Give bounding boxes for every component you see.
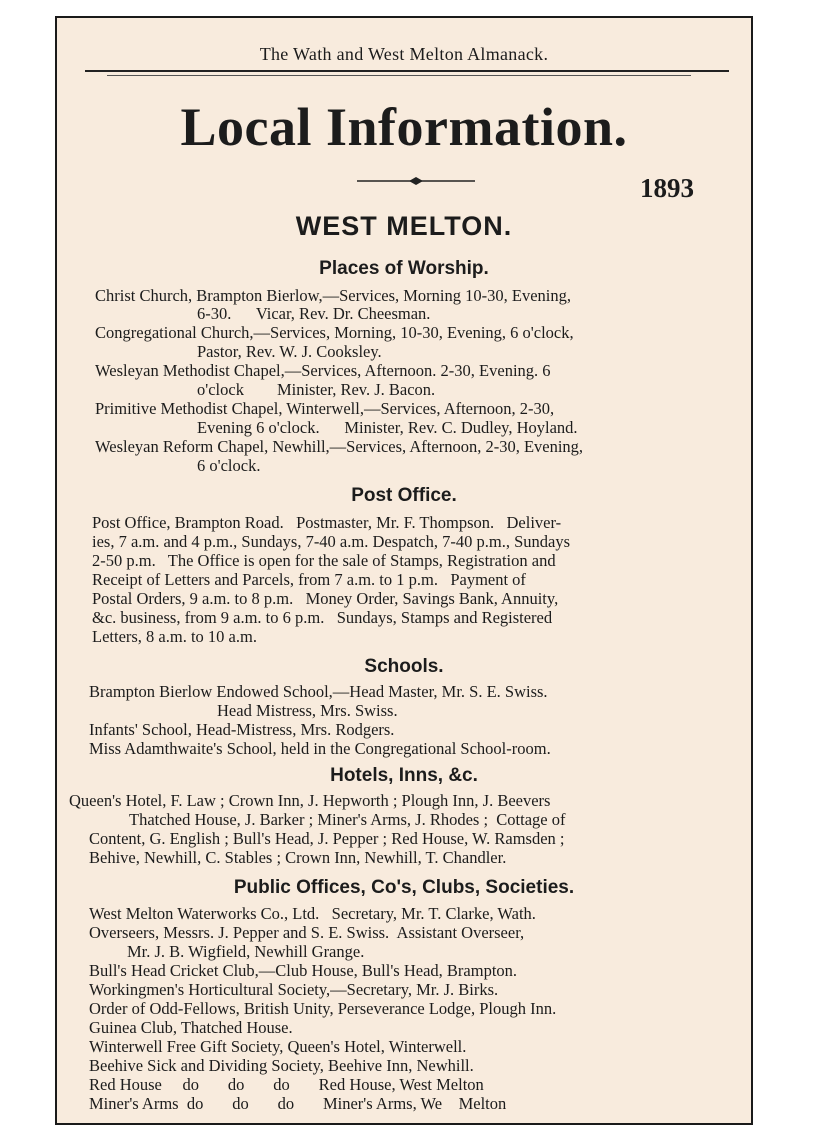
text-line: Post Office, Brampton Road. Postmaster, Mr. F. Thompson. Deliver-	[92, 513, 562, 532]
text-line: 6-30. Vicar, Rev. Dr. Cheesman.	[197, 304, 431, 323]
text-line: Mr. J. B. Wigfield, Newhill Grange.	[127, 942, 365, 961]
text-line: Beehive Sick and Dividing Society, Beehive Inn, Newhill.	[89, 1056, 474, 1075]
year-label: 1893	[640, 173, 694, 203]
text-line: Miner's Arms do do do Miner's Arms, We Melton	[89, 1094, 507, 1113]
text-line: Workingmen's Horticultural Society,—Secretary, Mr. J. Birks.	[89, 980, 499, 999]
text-line: Guinea Club, Thatched House.	[89, 1018, 293, 1037]
place-heading: WEST MELTON.	[295, 211, 513, 241]
text-line: Head Mistress, Mrs. Swiss.	[217, 701, 398, 720]
text-line: Receipt of Letters and Parcels, from 7 a.m. to 1 p.m. Payment of	[92, 570, 526, 589]
text-line: Wesleyan Reform Chapel, Newhill,—Services, Afternoon, 2-30, Evening,	[95, 437, 584, 456]
text-line: 2-50 p.m. The Office is open for the sale of Stamps, Registration and	[92, 551, 556, 570]
almanack-page	[55, 16, 753, 1125]
text-line: West Melton Waterworks Co., Ltd. Secretary, Mr. T. Clarke, Wath.	[89, 904, 536, 923]
text-line: ies, 7 a.m. and 4 p.m., Sundays, 7-40 a.m. Despatch, 7-40 p.m., Sundays	[92, 532, 570, 551]
ornament-divider-icon	[357, 176, 475, 186]
text-line: Congregational Church,—Services, Morning, 10-30, Evening, 6 o'clock,	[95, 323, 574, 342]
text-line: Christ Church, Brampton Bierlow,—Services, Morning 10-30, Evening,	[95, 286, 571, 305]
text-line: Letters, 8 a.m. to 10 a.m.	[92, 627, 257, 646]
text-line: Red House do do do Red House, West Melton	[89, 1075, 484, 1094]
text-line: Postal Orders, 9 a.m. to 8 p.m. Money Order, Savings Bank, Annuity,	[92, 589, 559, 608]
text-line: Queen's Hotel, F. Law ; Crown Inn, J. Hepworth ; Plough Inn, J. Beevers	[69, 791, 551, 810]
section-heading-worship: Places of Worship.	[319, 258, 489, 279]
text-line: Thatched House, J. Barker ; Miner's Arms, J. Rhodes ; Cottage of	[129, 810, 566, 829]
running-header: The Wath and West Melton Almanack.	[259, 44, 549, 64]
header-rule	[85, 70, 729, 72]
text-line: o'clock Minister, Rev. J. Bacon.	[197, 380, 436, 399]
text-line: 6 o'clock.	[197, 456, 261, 475]
text-line: Primitive Methodist Chapel, Winterwell,—Services, Afternoon, 2-30,	[95, 399, 555, 418]
text-line: Overseers, Messrs. J. Pepper and S. E. Swiss. Assistant Overseer,	[89, 923, 525, 942]
text-line: Evening 6 o'clock. Minister, Rev. C. Dudley, Hoyland.	[197, 418, 578, 437]
text-line: Brampton Bierlow Endowed School,—Head Master, Mr. S. E. Swiss.	[89, 682, 548, 701]
text-line: Order of Odd-Fellows, British Unity, Perseverance Lodge, Plough Inn.	[89, 999, 557, 1018]
text-line: &c. business, from 9 a.m. to 6 p.m. Sundays, Stamps and Registered	[92, 608, 553, 627]
text-line: Pastor, Rev. W. J. Cooksley.	[197, 342, 382, 361]
section-heading-post-office: Post Office.	[351, 485, 457, 506]
text-line: Content, G. English ; Bull's Head, J. Pepper ; Red House, W. Ramsden ;	[89, 829, 565, 848]
section-heading-public-offices: Public Offices, Co's, Clubs, Societies.	[233, 877, 575, 898]
text-line: Miss Adamthwaite's School, held in the Congregational School-room.	[89, 739, 551, 758]
section-heading-schools: Schools.	[364, 656, 444, 677]
text-line: Behive, Newhill, C. Stables ; Crown Inn, Newhill, T. Chandler.	[89, 848, 507, 867]
section-heading-hotels: Hotels, Inns, &c.	[330, 765, 478, 786]
header-rule-thin	[107, 75, 691, 76]
text-line: Winterwell Free Gift Society, Queen's Hotel, Winterwell.	[89, 1037, 467, 1056]
text-line: Wesleyan Methodist Chapel,—Services, Afternoon. 2-30, Evening. 6	[95, 361, 551, 380]
text-line: Infants' School, Head-Mistress, Mrs. Rodgers.	[89, 720, 395, 739]
text-line: Bull's Head Cricket Club,—Club House, Bull's Head, Brampton.	[89, 961, 518, 980]
page-title: Local Information.	[180, 97, 628, 157]
